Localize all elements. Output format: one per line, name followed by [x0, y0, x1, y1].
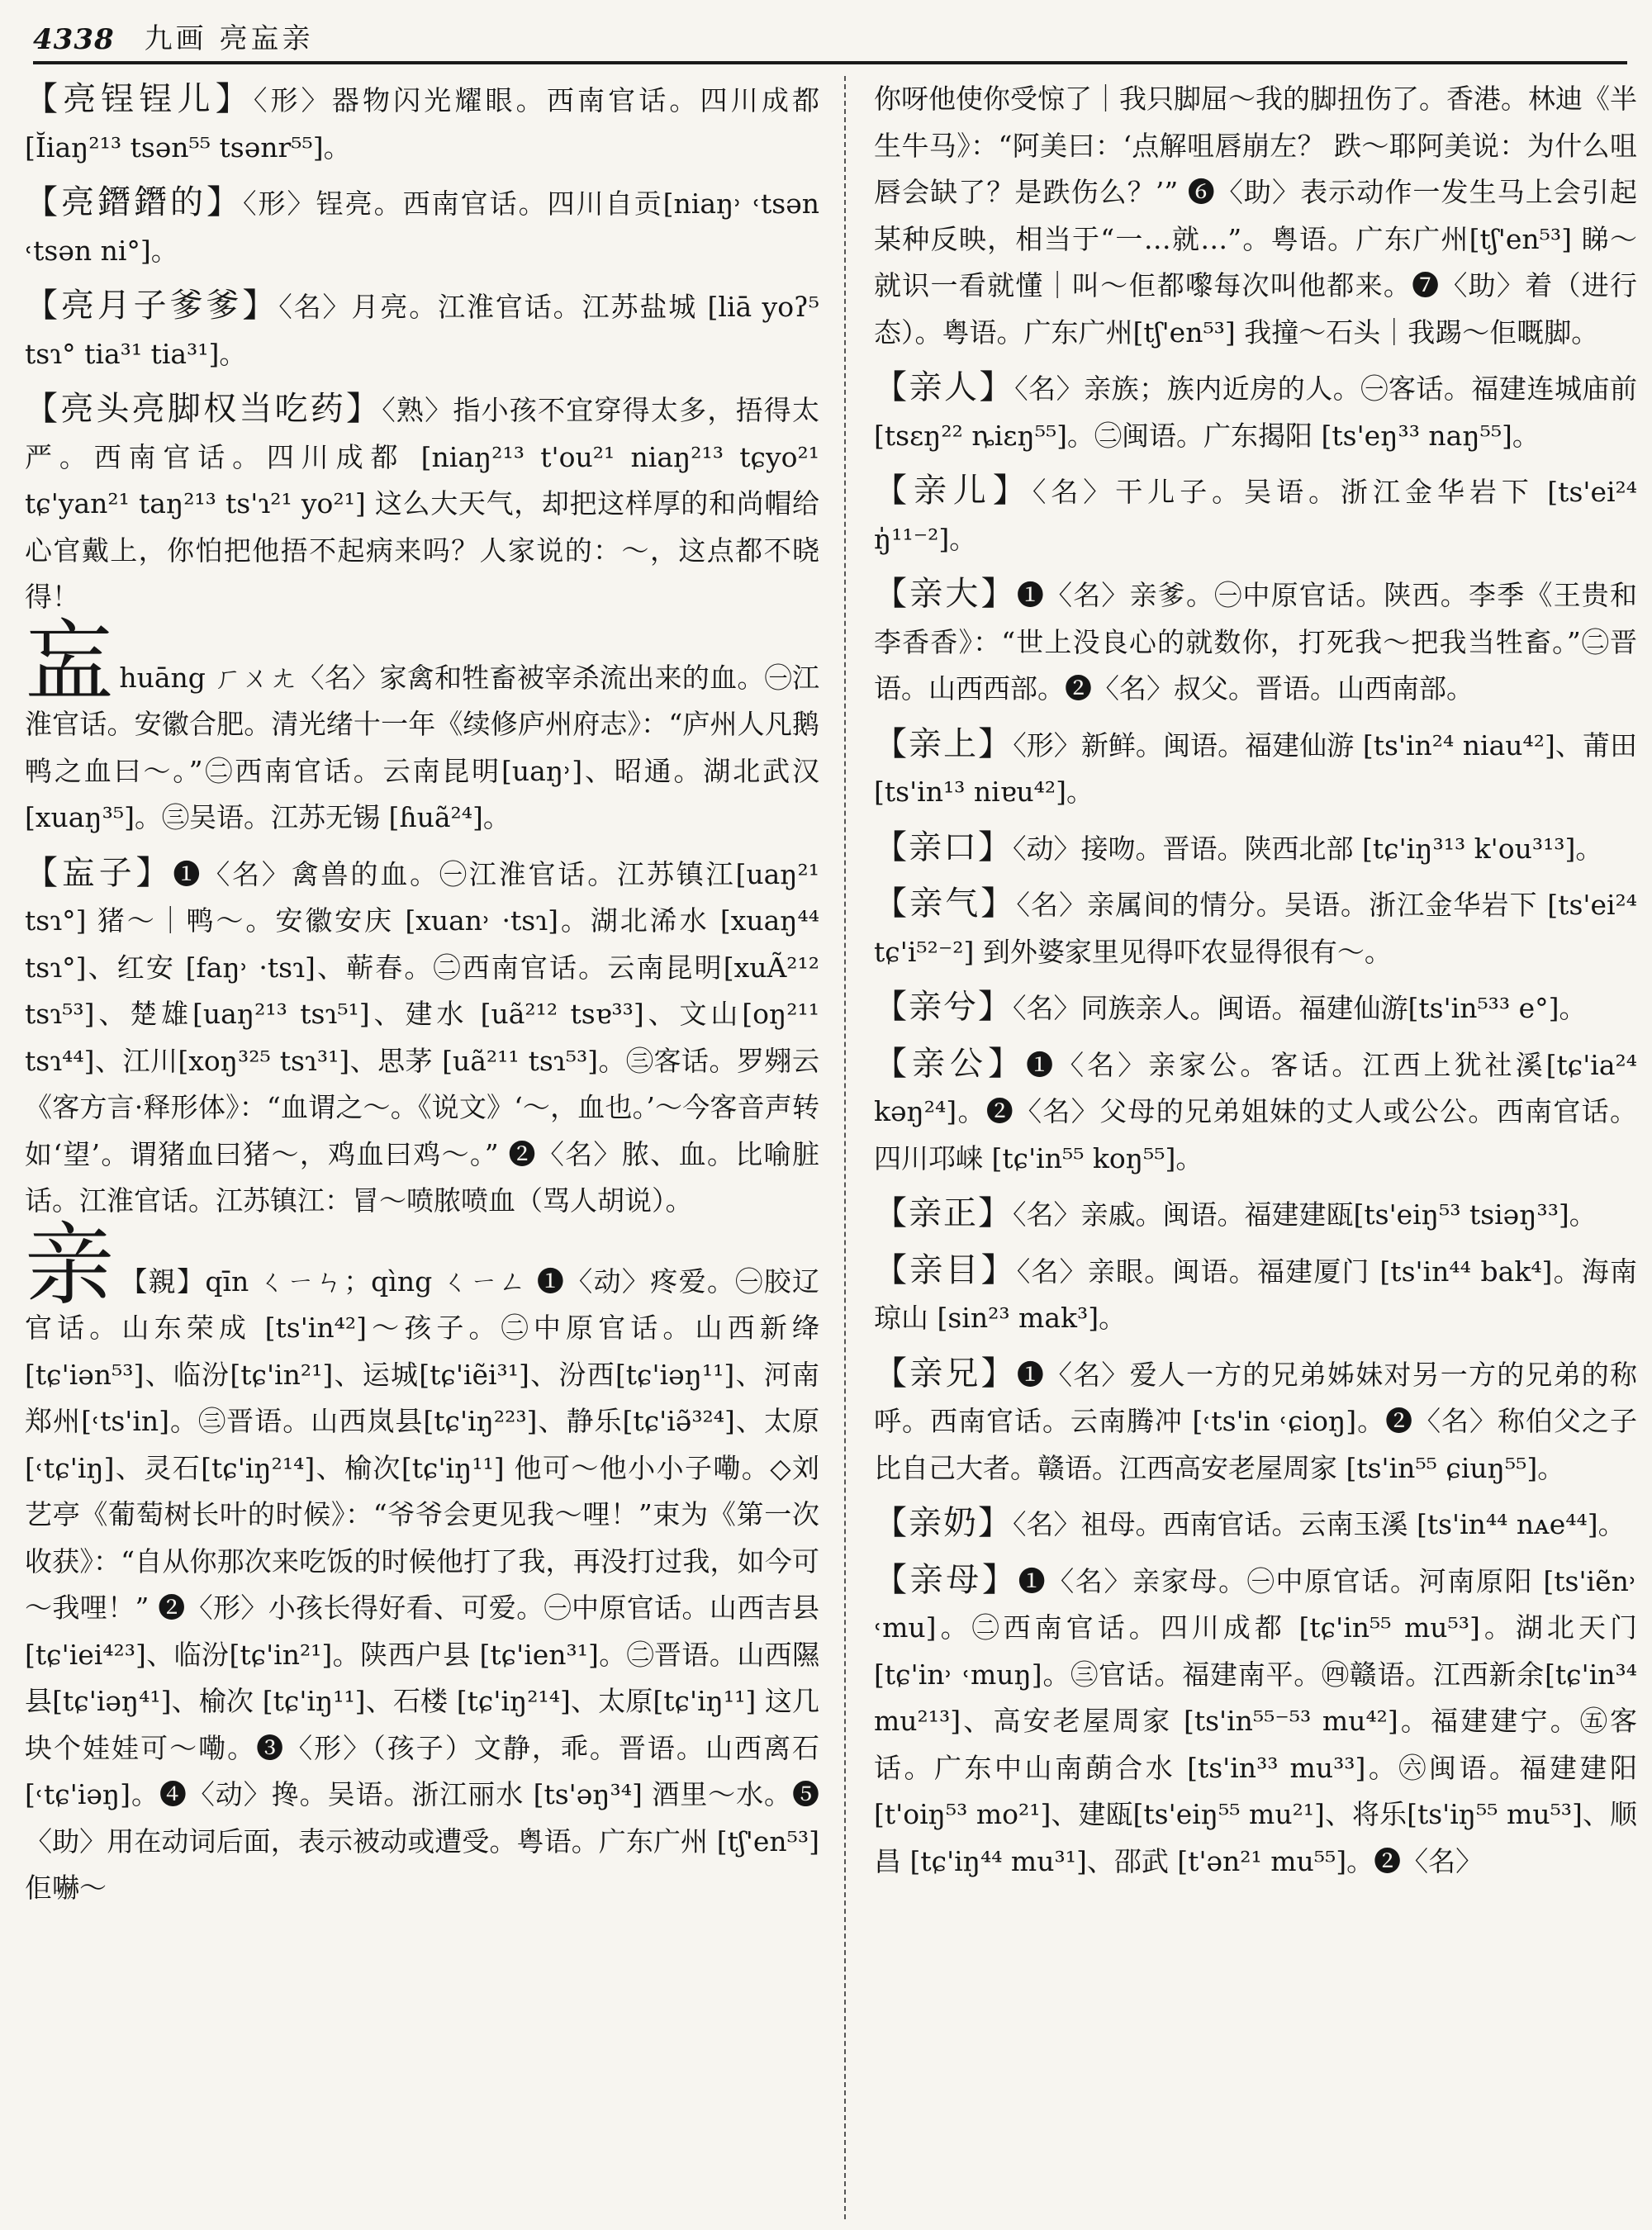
entry-body: ❶〈名〉爱人一方的兄弟姊妹对另一方的兄弟的称呼。西南官话。云南腾冲 [˓ts'in ˓ɕioŋ]。❷〈名〉称伯父之子比自己大者。赣语。江西高安老屋周家 [ts'in⁵⁵ ɕiuŋ⁵⁵]。 [874, 1358, 1637, 1484]
entry-body: 你呀他使你受惊了｜我只脚屈～我的脚扭伤了。香港。林迪《半生牛马》：“阿美曰：‘点解咀唇崩左？ 跌～耶阿美说：为什么咀唇会缺了？是跌伤么？’” ❻〈助〉表示动作一发生马上会引起某种反映，相当于“一…就…”。粤语。广东广州[tʃ'en⁵³] 睇～就识一看就懂｜叫～佢都嚟每次叫他都来。❼〈助〉着（进行态）。粤语。广东广州[tʃ'en⁵³] 我撞～石头｜我踢～佢嘅脚。 [874, 83, 1637, 349]
entry-body: 〈名〉亲族；族内近房的人。㊀客话。福建连城庙前 [tsɛŋ²² ȵiɛŋ⁵⁵]。㊁闽语。广东揭阳 [ts'eŋ³³ naŋ⁵⁵]。 [874, 372, 1637, 452]
dictionary-entry [25, 76, 819, 171]
page-header [33, 7, 1627, 64]
right-column [874, 76, 1637, 2219]
entry-body: 〈动〉接吻。晋语。陕西北部 [tɕ'iŋ³¹³ k'ou³¹³]。 [1013, 832, 1603, 865]
head-character: 亲 [25, 1213, 116, 1317]
entry-body: 〈形〉器物闪光耀眼。西南官话。四川成都 [Ĭiaŋ²¹³ tsən⁵⁵ tsənr⁵⁵]。 [25, 84, 819, 164]
entry-headword: 【亮头亮脚权当吃药】 [25, 390, 382, 428]
entry-body: 〈熟〉指小孩不宜穿得太多，捂得太严。西南官话。四川成都 [niaŋ²¹³ t'ou²¹ niaŋ²¹³ tɕyo²¹ tɕ'yan²¹ taŋ²¹³ ts'ɿ²¹ yo²¹] 这么大天气，却把这样厚的和尚帽给心官戴上，你怕把他捂不起病来吗？人家说的：～，这点都不晓得！ [25, 394, 819, 613]
entry-body: 〈形〉新鲜。闽语。福建仙游 [ts'in²⁴ niau⁴²]、莆田 [ts'in¹³ niɐu⁴²]。 [874, 728, 1637, 808]
entry-headword: 【亲兄】 [874, 1354, 1017, 1393]
entry-headword: 【亮鐕鐕的】 [25, 183, 244, 221]
dictionary-entry [874, 721, 1637, 816]
entry-headword: 【亲正】 [874, 1194, 1013, 1232]
page-number: 4338 [33, 23, 115, 56]
dictionary-entry [874, 1041, 1637, 1183]
character-entry [25, 610, 819, 842]
head-character: 衁 [25, 610, 115, 714]
entry-body: 〈名〉祖母。西南官话。云南玉溪 [ts'in⁴⁴ nᴀe⁴⁴]。 [1013, 1508, 1626, 1540]
dictionary-entry [874, 571, 1637, 713]
dictionary-entry [874, 364, 1637, 459]
entry-headword: 【亲公】 [874, 1044, 1027, 1083]
entry-body: 〈形〉锃亮。西南官话。四川自贡[niaŋ˒ ˓tsən ˓tsən ni°]。 [25, 187, 819, 267]
dictionary-entry [25, 850, 819, 1225]
entry-headword: 【亮月子爹爹】 [25, 287, 279, 325]
dictionary-entry [874, 880, 1637, 975]
entry-body: ❶〈名〉禽兽的血。㊀江淮官话。江苏镇江[uaŋ²¹ tsɿ°] 猪～｜鸭～。安徽安庆 [xuan˒ ·tsɿ]。湖北浠水 [xuaŋ⁴⁴ tsɿ°]、红安 [faŋ˒ ·tsɿ]、蕲春。㊁西南官话。云南昆明[xuÃ²¹² tsɿ⁵³]、楚雄[uaŋ²¹³ tsɿ⁵¹]、建水 [uã²¹² tsɐ³³]、文山[oŋ²¹¹ tsɿ⁴⁴]、江川[xoŋ³²⁵ tsɿ³¹]、思茅 [uã²¹¹ tsɿ⁵³]。㊂客话。罗翙云《客方言·释形体》：“血谓之～。《说文》‘～，血也。’～今客音声转如‘望’。谓猪血曰猪～，鸡血曰鸡～。” ❷〈名〉脓、血。比喻脏话。江淮官话。江苏镇江：冒～喷脓喷血（骂人胡说）。 [25, 857, 819, 1217]
dictionary-entry [25, 386, 819, 621]
entry-body: 〈名〉同族亲人。闽语。福建仙游[ts'in⁵³³ e°]。 [1013, 992, 1587, 1024]
entry-continuation [874, 76, 1637, 356]
entry-headword: 【亮锃锃儿】 [25, 80, 254, 118]
entry-body: 〈名〉亲眼。闽语。福建厦门 [ts'in⁴⁴ bak⁴]。海南琼山 [sin²³ mak³]。 [874, 1255, 1637, 1334]
left-column [25, 76, 819, 2219]
entry-headword: 【衁子】 [25, 853, 173, 892]
entry-body: ❶〈名〉亲家母。㊀中原官话。河南原阳 [ts'iẽn˒ ˓mu]。㊁西南官话。四川成都 [tɕ'in⁵⁵ mu⁵³]。湖北天门 [tɕ'in˒ ˓muŋ]。㊂官话。福建南平。㊃赣语。江西新余[tɕ'in³⁴ mu²¹³]、高安老屋周家 [ts'in⁵⁵⁻⁵³ mu⁴²]。福建建宁。㊄客话。广东中山南蓢合水 [ts'in³³ mu³³]。㊅闽语。福建建阳[t'oiŋ⁵³ mo²¹]、建瓯[ts'eiŋ⁵⁵ mu²¹]、将乐[ts'iŋ⁵⁵ mu⁵³]、顺昌 [tɕ'iŋ⁴⁴ mu³¹]、邵武 [t'ən²¹ mu⁵⁵]。❷〈名〉 [874, 1564, 1637, 1877]
dictionary-entry [874, 1557, 1637, 1886]
dictionary-entry [874, 1500, 1637, 1549]
entry-headword: 【亲口】 [874, 828, 1013, 866]
entry-body: 〈名〉干儿子。吴语。浙江金华岩下 [ts'ei²⁴ ŋ̍¹¹⁻²]。 [874, 476, 1637, 555]
entry-body: 〈名〉亲戚。闽语。福建建瓯[ts'eiŋ⁵³ tsiəŋ³³]。 [1013, 1198, 1597, 1231]
entry-headword: 【亲大】 [874, 575, 1017, 613]
entry-headword: 【亲奶】 [874, 1504, 1013, 1542]
section-title: 九画 亮衁亲 [144, 22, 314, 55]
entry-headword: 【亲母】 [874, 1560, 1018, 1599]
entry-body: 〈名〉月亮。江淮官话。江苏盐城 [liā yoʔ⁵ tsɿ° tia³¹ tia³¹]。 [25, 291, 819, 370]
dictionary-entry [874, 824, 1637, 873]
entry-headword: 【亲人】 [874, 368, 1015, 406]
entry-body: 【親】qīn ㄑㄧㄣ；qìng ㄑㄧㄥ ❶〈动〉疼爱。㊀胶辽官话。山东荣成 [ts'in⁴²]～孩子。㊁中原官话。山西新绛[tɕ'iən⁵³]、临汾[tɕ'in²¹]、运城[tɕ'iẽi³¹]、汾西[tɕ'iəŋ¹¹]、河南郑州[˓ts'in]。㊂晋语。山西岚县[tɕ'iŋ²²³]、静乐[tɕ'iə̃³²⁴]、太原[˓tɕ'iŋ]、灵石[tɕ'iŋ²¹⁴]、榆次[tɕ'iŋ¹¹] 他可～他小小子嘞。◇刘艺亭《葡萄树长叶的时候》：“爷爷会更见我～哩！”束为《第一次收获》：“自从你那次来吃饭的时候他打了我，再没打过我，如今可～我哩！” ❷〈形〉小孩长得好看、可爱。㊀中原官话。山西吉县 [tɕ'iei⁴²³]、临汾[tɕ'in²¹]。陕西户县 [tɕ'ien³¹]。㊁晋语。山西隰县[tɕ'iəŋ⁴¹]、榆次 [tɕ'iŋ¹¹]、石楼 [tɕ'iŋ²¹⁴]、太原[tɕ'iŋ¹¹] 这几块个娃娃可～嘞。❸〈形〉（孩子）文静，乖。晋语。山西离石 [˓tɕ'iəŋ]。❹〈动〉搀。吴语。浙江丽水 [ts'əŋ³⁴] 酒里～水。❺〈助〉用在动词后面，表示被动或遭受。粤语。广东广州 [tʃ'en⁵³] 佢嚇～ [25, 1264, 819, 1904]
dictionary-entry [25, 282, 819, 377]
entry-headword: 【亲气】 [874, 885, 1017, 923]
entry-body: ❶〈名〉亲爹。㊀中原官话。陕西。李季《王贵和李香香》：“世上没良心的就数你，打死我～把我当牲畜。”㊁晋语。山西西部。❷〈名〉叔父。晋语。山西南部。 [874, 579, 1637, 705]
dictionary-entry [874, 467, 1637, 562]
dictionary-entry [874, 984, 1637, 1032]
entry-body: 〈名〉亲属间的情分。吴语。浙江金华岩下 [ts'ei²⁴ tɕ'i⁵²⁻²] 到外婆家里见得吓农显得很有～。 [874, 889, 1637, 968]
column-divider [844, 76, 846, 2219]
entry-body: ❶〈名〉亲家公。客话。江西上犹社溪[tɕ'ia²⁴ kəŋ²⁴]。❷〈名〉父母的兄弟姐妹的丈人或公公。西南官话。四川邛崃 [tɕ'in⁵⁵ koŋ⁵⁵]。 [874, 1048, 1637, 1174]
entry-headword: 【亲儿】 [874, 472, 1032, 510]
dictionary-entry [874, 1190, 1637, 1239]
entry-headword: 【亲兮】 [874, 988, 1013, 1026]
dictionary-entry [25, 179, 819, 274]
dictionary-entry [874, 1247, 1637, 1342]
dictionary-entry [874, 1350, 1637, 1492]
entry-headword: 【亲上】 [874, 724, 1014, 763]
entry-headword: 【亲目】 [874, 1250, 1017, 1289]
character-entry [25, 1213, 819, 1912]
entry-body: huāng ㄏㄨㄤ〈名〉家禽和牲畜被宰杀流出来的血。㊀江淮官话。安徽合肥。清光绪十一年《续修庐州府志》：“庐州人凡鹅鸭之血曰～。”㊁西南官话。云南昆明[uaŋ˒]、昭通。湖北武汉 [xuaŋ³⁵]。㊂吴语。江苏无锡 [ɦuã²⁴]。 [25, 661, 819, 833]
